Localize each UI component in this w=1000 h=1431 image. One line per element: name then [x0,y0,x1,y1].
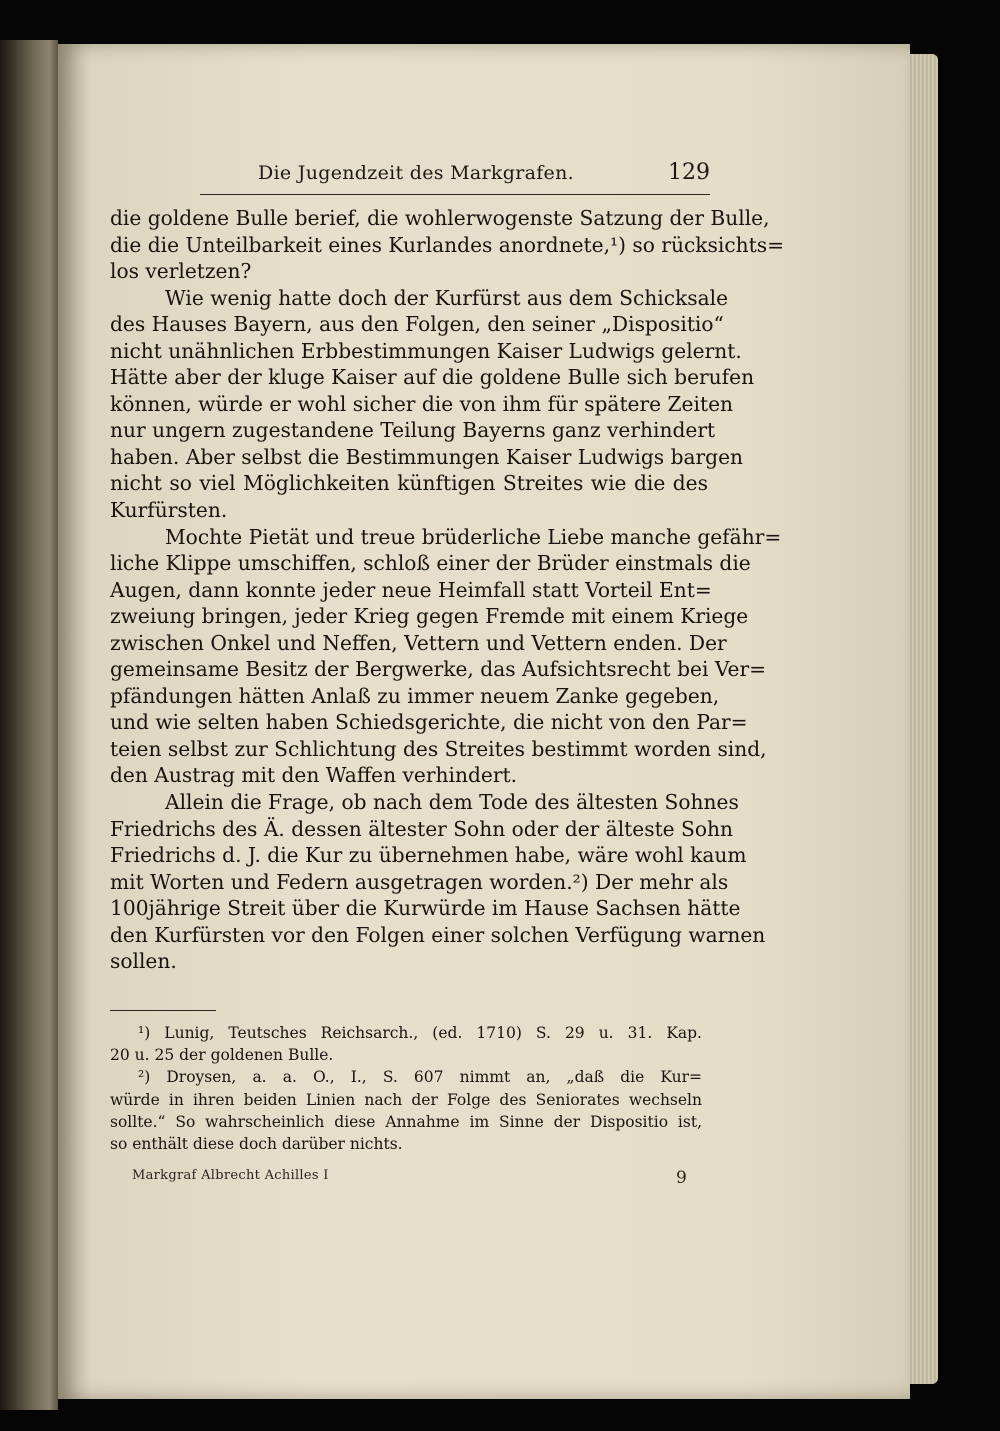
text-line: gemeinsame Besitz der Bergwerke, das Aufsichtsrecht bei Ver= [110,657,767,682]
signature-number: 9 [676,1168,687,1188]
footnote-line: 20 u. 25 der goldenen Bulle. [110,1046,334,1065]
text-line: sollen. [110,949,177,974]
page-footer [110,1168,700,1192]
text-line: Mochte Pietät und treue brüderliche Liebe manche gefähr= [165,524,782,549]
text-line: und wie selten haben Schiedsgerichte, die nicht von den Par= [110,710,748,735]
footnote-line: ¹) Lunig, Teutsches Reichsarch., (ed. 1710) S. 29 u. 31. Kap. [138,1024,702,1042]
text-line: Kurfürsten. [110,498,228,523]
text-line: den Kurfürsten vor den Folgen einer solchen Verfügung warnen [110,922,766,947]
text-line: teien selbst zur Schlichtung des Streites bestimmt worden sind, [110,736,767,761]
footnote-rule [110,1010,216,1011]
text-line: liche Klippe umschiffen, schloß einer der Brüder einstmals die [110,551,751,576]
text-line: Friedrichs d. J. die Kur zu übernehmen habe, wäre wohl kaum [110,843,747,868]
footnote-line: würde in ihren beiden Linien nach der Folge des Seniorates wechseln [110,1090,702,1109]
running-header [200,158,710,195]
text-line: Wie wenig hatte doch der Kurfürst aus dem Schicksale [165,285,729,310]
body-text [110,205,785,975]
text-line: des Hauses Bayern, aus den Folgen, den seiner „Dispositio“ [110,312,724,337]
text-line: Allein die Frage, ob nach dem Tode des ältesten Sohnes [165,790,739,815]
footnote-line: sollte.“ So wahrscheinlich diese Annahme im Sinne der Dispositio ist, [110,1112,702,1131]
page-number: 129 [668,160,710,185]
text-line: los verletzen? [110,259,252,284]
text-line: den Austrag mit den Waffen verhindert. [110,763,518,788]
adjacent-page-edge [0,40,58,1410]
text-line: mit Worten und Federn ausgetragen worden.²) Der mehr als [110,869,729,894]
text-line: die die Unteilbarkeit eines Kurlandes anordnete,¹) so rücksichts= [110,232,785,257]
text-line: pfändungen hätten Anlaß zu immer neuem Zanke gegeben, [110,683,720,708]
text-line: Augen, dann konnte jeder neue Heimfall statt Vorteil Ent= [110,577,712,602]
text-line: Friedrichs des Ä. dessen ältester Sohn oder der älteste Sohn [110,816,734,841]
text-line: nicht so viel Möglichkeiten künftigen Streites wie die des [110,471,708,496]
text-line: haben. Aber selbst die Bestimmungen Kaiser Ludwigs bargen [110,444,744,469]
running-title: Die Jugendzeit des Markgrafen. [258,162,574,184]
page-block-edges [908,54,938,1384]
text-line: können, würde er wohl sicher die von ihm für spätere Zeiten [110,391,734,416]
text-line: zwischen Onkel und Neffen, Vettern und Vettern enden. Der [110,630,727,655]
text-line: die goldene Bulle berief, die wohlerwogenste Satzung der Bulle, [110,206,770,230]
text-line: zweiung bringen, jeder Krieg gegen Fremde mit einem Kriege [110,604,749,629]
footnote-line: ²) Droysen, a. a. O., I., S. 607 nimmt an, „daß die Kur= [138,1068,702,1087]
text-line: Hätte aber der kluge Kaiser auf die goldene Bulle sich berufen [110,365,755,390]
printer-signature: Markgraf Albrecht Achilles I [132,1168,329,1183]
text-line: 100jährige Streit über die Kurwürde im Hause Sachsen hätte [110,896,741,921]
text-line: nicht unähnlichen Erbbestimmungen Kaiser Ludwigs gelernt. [110,338,742,363]
text-line: nur ungern zugestandene Teilung Bayerns ganz verhindert [110,418,716,443]
footnotes [110,1022,702,1155]
footnote-line: so enthält diese doch darüber nichts. [110,1134,403,1153]
